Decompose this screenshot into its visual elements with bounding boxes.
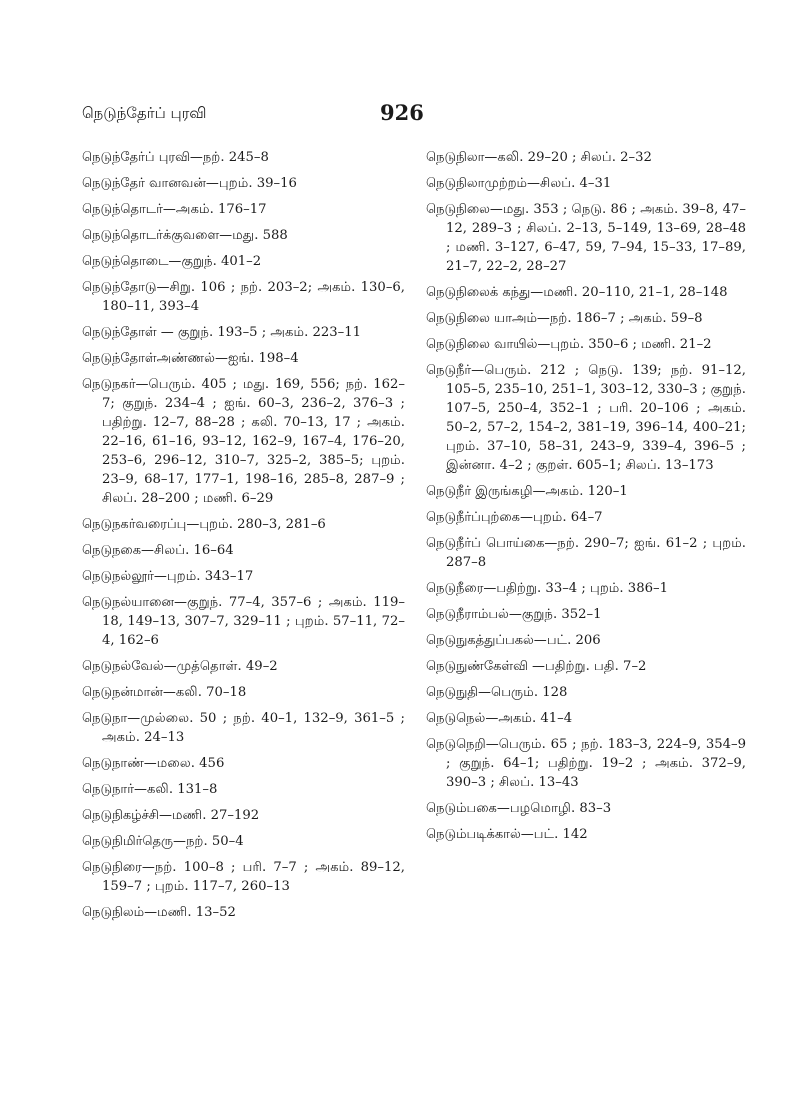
entry-references: புறம். 343–17 xyxy=(166,569,254,584)
entry-headword: நெடுந்தோள்அண்ணல்— xyxy=(82,351,228,366)
index-entry xyxy=(426,283,746,302)
index-entry xyxy=(426,361,746,475)
index-entry xyxy=(426,482,746,501)
entry-headword: நெடுநிலம்— xyxy=(82,905,158,920)
index-entry xyxy=(426,335,746,354)
entry-headword: நெடுநீர்ப் பொய்கை— xyxy=(426,536,558,551)
entry-references: மணி. 13–52 xyxy=(157,905,236,920)
entry-references: புறம். 64–7 xyxy=(533,510,603,525)
entry-references: பழமொழி. 83–3 xyxy=(509,801,612,816)
entry-references: நற். 245–8 xyxy=(202,150,269,165)
entry-headword: நெடுந்தோடு— xyxy=(82,280,170,295)
entry-headword: நெடுநகர்வரைப்பு— xyxy=(82,517,200,532)
entry-references: அகம். 120–1 xyxy=(545,484,628,499)
index-entry xyxy=(426,200,746,276)
entry-references: முத்தொள். 49–2 xyxy=(176,659,278,674)
index-entry xyxy=(82,323,405,342)
entry-headword: நெடுநிலை யாஅம்— xyxy=(426,311,550,326)
entry-headword: நெடுந்தொடர்க்குவளை— xyxy=(82,228,233,243)
entry-headword: நெடும்பகை— xyxy=(426,801,510,816)
entry-headword: நெடுந்தோள் — xyxy=(82,325,178,340)
entry-references: குறுந். 401–2 xyxy=(181,254,262,269)
entry-headword: நெடுந்தொடர்— xyxy=(82,202,176,217)
entry-references: மது. 588 xyxy=(232,228,288,243)
index-entry xyxy=(426,508,746,527)
index-entry xyxy=(82,567,405,586)
page-number: 926 xyxy=(380,100,424,125)
entry-references: பதிற்று. 33–4 ; புறம். 386–1 xyxy=(496,581,668,596)
entry-references: பெரும். 128 xyxy=(490,685,568,700)
entry-references: மலை. 456 xyxy=(156,756,225,771)
index-entry xyxy=(426,683,746,702)
entry-headword: நெடுநிலா— xyxy=(426,150,498,165)
index-entry xyxy=(82,349,405,368)
entry-headword: நெடுநுண்கேள்வி — xyxy=(426,659,546,674)
entry-headword: நெடுநாண்— xyxy=(82,756,157,771)
entry-references: பெரும். 65 ; நற். 183–3, 224–9, 354–9 ; குறுந். 64–1; பதிற்று. 19–2 ; அகம். 372–9, 390–3 ; சிலப். 13–43 xyxy=(446,737,746,790)
index-entry xyxy=(426,631,746,650)
entry-references: அகம். 41–4 xyxy=(498,711,573,726)
entry-headword: நெடுநுதி— xyxy=(426,685,491,700)
entry-references: அகம். 176–17 xyxy=(175,202,267,217)
index-entry xyxy=(82,858,405,896)
entry-references: பதிற்று. பதி. 7–2 xyxy=(545,659,647,674)
index-entry xyxy=(82,252,405,271)
index-entry xyxy=(82,683,405,702)
entry-references: நற். 100–8 ; பரி. 7–7 ; அகம். 89–12, 159–7 ; புறம். 117–7, 260–13 xyxy=(102,860,405,894)
entry-headword: நெடுந்தேர் வானவன்— xyxy=(82,176,219,191)
index-entry xyxy=(426,799,746,818)
index-entry xyxy=(426,709,746,728)
entry-headword: நெடுநுகத்துப்பகல்— xyxy=(426,633,547,648)
right-column xyxy=(426,148,746,851)
entry-headword: நெடுநீர்ப்புற்கை— xyxy=(426,510,533,525)
index-entry xyxy=(82,832,405,851)
entry-headword: நெடுநிலைக் கந்து— xyxy=(426,285,544,300)
entry-headword: நெடுந்தொடை— xyxy=(82,254,182,269)
index-entry xyxy=(82,375,405,508)
entry-headword: நெடுநிரை— xyxy=(82,860,155,875)
entry-references: குறுந். 352–1 xyxy=(521,607,602,622)
entry-references: புறம். 350–6 ; மணி. 21–2 xyxy=(550,337,712,352)
entry-headword: நெடுநீராம்பல்— xyxy=(426,607,522,622)
entry-references: குறுந். 193–5 ; அகம். 223–11 xyxy=(177,325,362,340)
entry-headword: நெடுநிகழ்ச்சி— xyxy=(82,808,172,823)
index-entry xyxy=(82,806,405,825)
entry-references: மணி. 20–110, 21–1, 28–148 xyxy=(543,285,728,300)
entry-headword: நெடுநெல்— xyxy=(426,711,499,726)
index-entry xyxy=(82,148,405,167)
entry-headword: நெடுநிமிர்தெரு— xyxy=(82,834,187,849)
entry-headword: நெடுந்தேர்ப் புரவி— xyxy=(82,150,203,165)
entry-headword: நெடுநா— xyxy=(82,711,141,726)
entry-references: கலி. 70–18 xyxy=(175,685,247,700)
entry-references: மது. 353 ; நெடு. 86 ; அகம். 39–8, 47–12, 289–3 ; சிலப். 2–13, 5–149, 13–69, 28–48 ; மணி. 3–127, 6–47, 59, 7–94, 15–33, 17–89, 21–7, 22–2, 28–27 xyxy=(446,202,746,274)
entry-headword: நெடுநன்மான்— xyxy=(82,685,176,700)
index-entry xyxy=(426,534,746,572)
entry-references: முல்லை. 50 ; நற். 40–1, 132–9, 361–5 ; அகம். 24–13 xyxy=(102,711,405,745)
index-entry xyxy=(82,780,405,799)
index-entry xyxy=(82,709,405,747)
entry-headword: நெடுநிலை வாயில்— xyxy=(426,337,551,352)
entry-headword: நெடுநல்யானை— xyxy=(82,595,188,610)
entry-headword: நெடுநெறி— xyxy=(426,737,499,752)
entry-headword: நெடுநீரை— xyxy=(426,581,497,596)
entry-headword: நெடும்படிக்கால்— xyxy=(426,827,534,842)
index-entry xyxy=(426,174,746,193)
index-entry xyxy=(82,903,405,922)
entry-references: பெரும். 405 ; மது. 169, 556; நற். 162–7; குறுந். 234–4 ; ஐங். 60–3, 236–2, 376–3 ; பதிற்று. 12–7, 88–28 ; கலி. 70–13, 17 ; அகம். 22–16, 61–16, 93–12, 162–9, 167–4, 176–20, 253–6, 296–12, 310–7, 325–2, 385–5; புறம். 23–9, 68–17, 177–1, 198–16, 285–8, 287–9 ; சிலப். 28–200 ; மணி. 6–29 xyxy=(102,377,405,506)
index-entry xyxy=(426,735,746,792)
entry-references: புறம். 280–3, 281–6 xyxy=(199,517,326,532)
entry-headword: நெடுநகர்— xyxy=(82,377,149,392)
entry-references: மணி. 27–192 xyxy=(171,808,260,823)
index-entry xyxy=(82,541,405,560)
index-entry xyxy=(82,174,405,193)
index-entry xyxy=(82,657,405,676)
entry-references: நற். 186–7 ; அகம். 59–8 xyxy=(549,311,703,326)
running-head: நெடுந்தேர்ப் புரவி xyxy=(82,104,207,122)
entry-headword: நெடுநகை— xyxy=(82,543,155,558)
entry-references: பட். 142 xyxy=(533,827,588,842)
entry-headword: நெடுநிலை— xyxy=(426,202,503,217)
index-entry xyxy=(426,605,746,624)
index-entry xyxy=(82,515,405,534)
entry-headword: நெடுநீர் இருங்கழி— xyxy=(426,484,546,499)
entry-references: பெரும். 212 ; நெடு. 139; நற். 91–12, 105–5, 235–10, 251–1, 303–12, 330–3 ; குறுந். 107–5, 250–4, 352–1 ; பரி. 20–106 ; அகம். 50–2, 57–2, 154–2, 381–19, 396–14, 400–21; புறம். 37–10, 58–31, 243–9, 339–4, 396–5 ; இன்னா. 4–2 ; குறள். 605–1; சிலப். 13–173 xyxy=(446,363,746,473)
index-entry xyxy=(82,754,405,773)
entry-references: சிலப். 4–31 xyxy=(540,176,612,191)
index-entry xyxy=(426,657,746,676)
entry-headword: நெடுநார்— xyxy=(82,782,147,797)
entry-references: புறம். 39–16 xyxy=(218,176,297,191)
entry-references: நற். 290–7; ஐங். 61–2 ; புறம். 287–8 xyxy=(446,536,746,570)
left-column xyxy=(82,148,405,929)
index-entry xyxy=(426,579,746,598)
index-entry xyxy=(82,278,405,316)
entry-references: சிலப். 16–64 xyxy=(154,543,234,558)
entry-headword: நெடுநல்லூர்— xyxy=(82,569,167,584)
entry-references: கலி. 131–8 xyxy=(147,782,218,797)
entry-references: ஐங். 198–4 xyxy=(227,351,299,366)
entry-headword: நெடுநீர்— xyxy=(426,363,485,378)
entry-references: கலி. 29–20 ; சிலப். 2–32 xyxy=(497,150,652,165)
entry-references: பட். 206 xyxy=(546,633,601,648)
entry-references: குறுந். 77–4, 357–6 ; அகம். 119–18, 149–13, 307–7, 329–11 ; புறம். 57–11, 72–4, 162–6 xyxy=(102,595,405,648)
index-entry xyxy=(426,309,746,328)
index-entry xyxy=(82,200,405,219)
entry-headword: நெடுநிலாமுற்றம்— xyxy=(426,176,541,191)
index-entry xyxy=(82,226,405,245)
index-entry xyxy=(82,593,405,650)
index-entry xyxy=(426,148,746,167)
index-entry xyxy=(426,825,746,844)
entry-headword: நெடுநல்வேல்— xyxy=(82,659,177,674)
entry-references: நற். 50–4 xyxy=(186,834,244,849)
entry-references: சிறு. 106 ; நற். 203–2; அகம். 130–6, 180–11, 393–4 xyxy=(102,280,405,314)
